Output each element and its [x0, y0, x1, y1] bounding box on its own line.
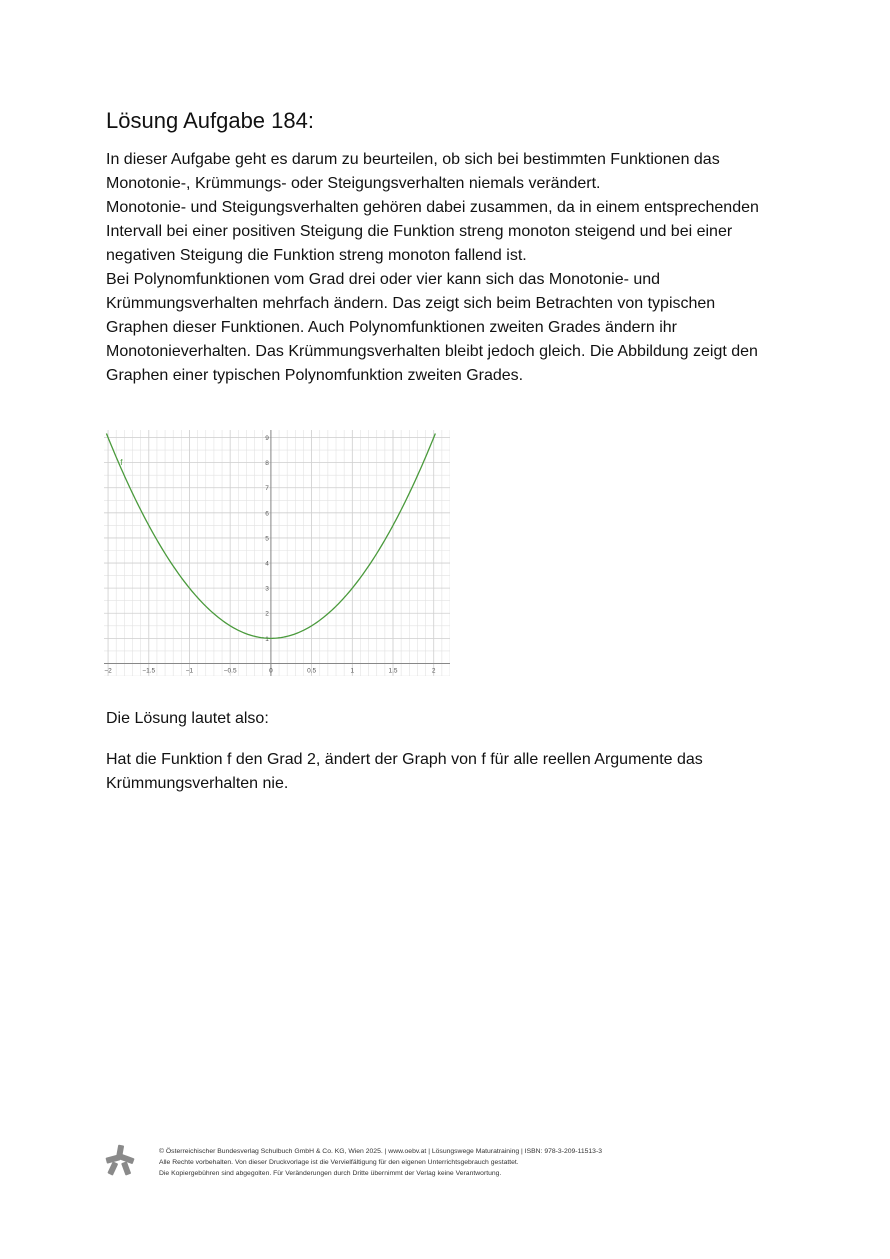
y-tick-label: 2 — [265, 610, 269, 618]
y-tick-label: 7 — [265, 485, 269, 493]
intro-line: Monotonie- und Steigungsverhalten gehören dabei zusammen, da in einem entsprechenden — [106, 199, 759, 216]
intro-line: Graphen einer typischen Polynomfunktion zweiten Grades. — [106, 367, 524, 384]
intro-paragraph — [106, 148, 796, 388]
grid — [104, 430, 450, 676]
solution-line: Krümmungsverhalten nie. — [106, 775, 289, 792]
x-tick-label: 2 — [431, 667, 436, 675]
y-tick-label: 4 — [265, 560, 269, 568]
solution-intro: Die Lösung lautet also: — [106, 710, 269, 727]
intro-line: Krümmungsverhalten mehrfach ändern. Das zeigt sich beim Betrachten von typischen — [106, 295, 716, 312]
footer-copyright: © Österreichischer Bundesverlag Schulbuch GmbH & Co. KG, Wien 2025. | www.oebv.at | Lösungswege Maturatraining | ISBN: 978-3-209-11513-3 — [159, 1148, 603, 1155]
x-tick-label: 1.5 — [388, 667, 398, 675]
intro-line: In dieser Aufgabe geht es darum zu beurteilen, ob sich bei bestimmten Funktionen das — [106, 151, 720, 168]
page-title: Lösung Aufgabe 184: — [106, 108, 314, 133]
x-tick-label: 0.5 — [307, 667, 317, 675]
footer-disclaimer: Die Kopiergebühren sind abgegolten. Für Veränderungen durch Dritte übernimmt der Verlag keine Verantwortung. — [159, 1170, 502, 1177]
footer — [159, 1146, 602, 1179]
x-tick-label: 1 — [350, 667, 355, 675]
function-graph — [104, 430, 450, 676]
intro-line: Monotonieverhalten. Das Krümmungsverhalten bleibt jedoch gleich. Die Abbildung zeigt den — [106, 343, 758, 360]
publisher-logo-icon — [104, 1144, 136, 1176]
intro-line: Intervall bei einer positiven Steigung die Funktion streng monoton steigend und bei einer — [106, 223, 733, 240]
series-f-label: f — [120, 458, 123, 468]
y-tick-label: 9 — [265, 435, 269, 443]
x-tick-label: −1.5 — [142, 667, 156, 675]
intro-line: Graphen dieser Funktionen. Auch Polynomfunktionen zweiten Grades ändern ihr — [106, 319, 678, 336]
x-tick-label: −1 — [185, 667, 194, 675]
axes — [104, 430, 450, 676]
footer-rights: Alle Rechte vorbehalten. Von dieser Druckvorlage ist die Vervielfältigung für den eigenen Unterrichtsgebrauch gestattet. — [159, 1159, 519, 1166]
solution-paragraph — [106, 748, 796, 796]
y-tick-label: 5 — [265, 535, 269, 543]
solution-line: Hat die Funktion f den Grad 2, ändert der Graph von f für alle reellen Argumente das — [106, 751, 703, 768]
x-tick-label: −0.5 — [223, 667, 237, 675]
x-tick-label: 0 — [269, 667, 273, 675]
y-tick-label: 6 — [265, 510, 269, 518]
intro-line: Monotonie-, Krümmungs- oder Steigungsverhalten niemals verändert. — [106, 175, 601, 192]
x-tick-label: −2 — [104, 667, 112, 675]
y-tick-label: 1 — [265, 635, 269, 643]
intro-line: Bei Polynomfunktionen vom Grad drei oder vier kann sich das Monotonie- und — [106, 271, 661, 288]
y-tick-label: 3 — [265, 585, 269, 593]
intro-line: negativen Steigung die Funktion streng monoton fallend ist. — [106, 247, 527, 264]
y-tick-label: 8 — [265, 460, 269, 468]
